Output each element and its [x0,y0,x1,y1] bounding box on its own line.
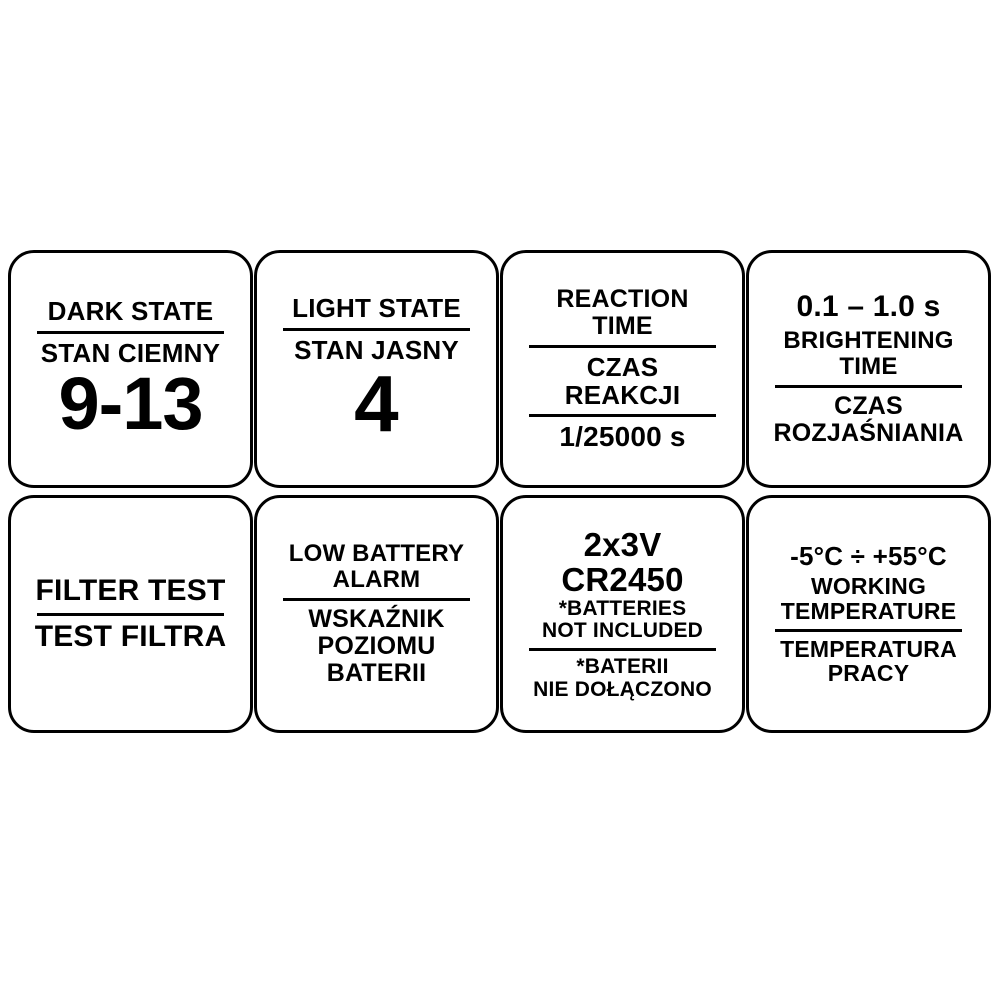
card-line: NIE DOŁĄCZONO [533,677,712,701]
card-line: DARK STATE [47,296,214,327]
divider [529,648,716,651]
divider [529,414,716,417]
divider [283,328,470,331]
divider [37,331,224,334]
card-value: 4 [354,358,399,448]
card-value: CR2450 [561,561,684,599]
card-value: 1/25000 s [559,420,686,452]
card-line: WORKING [810,572,927,599]
card-line: *BATTERIES [558,596,687,620]
card-line: LOW BATTERY [288,540,465,568]
card-line: WSKAŹNIK [308,604,445,633]
spec-card-filter-test [8,495,253,733]
spec-card-light-state [254,250,499,488]
card-line: BRIGHTENING [783,326,954,354]
spec-card-reaction-time [500,250,745,488]
spec-card-low-battery-alarm [254,495,499,733]
divider [37,613,224,616]
card-line: STAN JASNY [294,334,459,365]
card-line: POZIOMU [317,631,436,660]
card-line: ROZJAŚNIANIA [773,418,964,447]
card-line: LIGHT STATE [292,293,461,324]
card-line: CZAS [834,391,903,420]
card-line: TEMPERATURE [780,597,957,624]
card-line: TEST FILTRA [34,619,227,653]
card-value: 2x3V [583,525,662,563]
card-line: ALARM [332,566,421,593]
spec-card-battery-type [500,495,745,733]
card-line: TIME [592,311,653,340]
card-line: REAKCJI [564,379,681,410]
card-line: STAN CIEMNY [40,337,221,368]
spec-card-brightening-time [746,250,991,488]
card-line: REACTION [556,284,689,313]
card-value: 9-13 [58,361,203,445]
spec-card-dark-state [8,250,253,488]
card-line: PRACY [827,660,910,687]
card-line: NOT INCLUDED [541,619,704,643]
card-value: 0.1 – 1.0 s [796,290,941,324]
card-line: TIME [839,352,898,380]
card-line: FILTER TEST [35,574,226,608]
card-line: *BATERII [576,655,669,679]
divider [283,598,470,601]
spec-card-working-temperature [746,495,991,733]
card-line: TEMPERATURA [780,635,957,662]
spec-card-grid [8,250,991,733]
card-value: -5°C ÷ +55°C [790,540,947,571]
card-line: BATERII [326,658,427,687]
divider [775,385,962,388]
card-line: CZAS [586,351,659,382]
divider [529,345,716,348]
divider [775,629,962,632]
